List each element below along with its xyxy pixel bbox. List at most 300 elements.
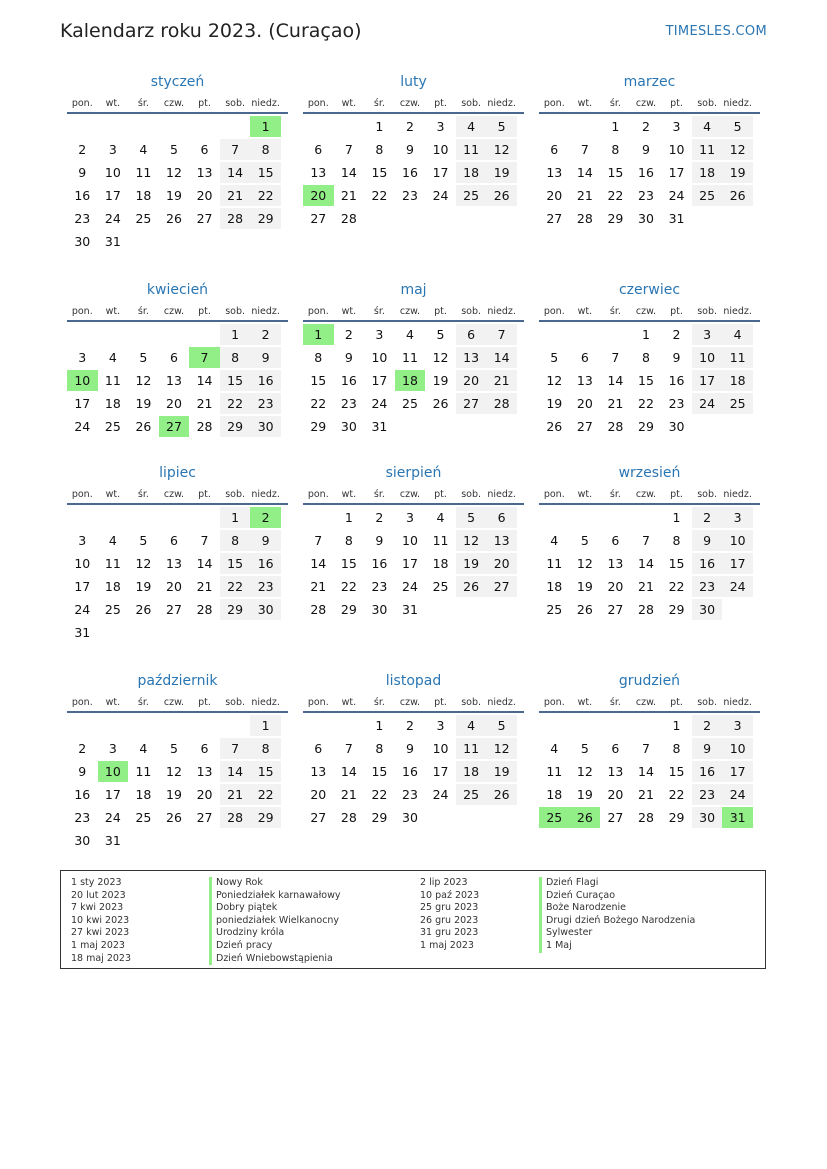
day-cell[interactable]: 26 (722, 185, 753, 206)
day-cell[interactable]: 2 (692, 507, 723, 528)
day-cell[interactable]: 19 (135, 396, 152, 411)
day-cell[interactable]: 10 (104, 165, 121, 180)
day-cell[interactable]: 12 (576, 764, 593, 779)
day-cell[interactable]: 21 (607, 396, 624, 411)
day-cell[interactable]: 30 (250, 599, 281, 620)
day-cell[interactable]: 2 (405, 119, 414, 134)
day-cell[interactable]: 12 (722, 139, 753, 160)
day-cell[interactable]: 3 (78, 533, 87, 548)
day-cell[interactable]: 15 (668, 764, 685, 779)
day-cell[interactable]: 2 (692, 715, 723, 736)
day-cell[interactable]: 10 (668, 142, 685, 157)
day-cell[interactable]: 14 (196, 556, 213, 571)
day-cell[interactable]: 19 (486, 162, 517, 183)
day-cell[interactable]: 6 (169, 533, 178, 548)
day-cell[interactable]: 29 (250, 208, 281, 229)
day-cell[interactable]: 5 (139, 350, 148, 365)
day-cell[interactable]: 11 (456, 738, 487, 759)
day-cell[interactable]: 13 (166, 556, 182, 571)
day-cell[interactable]: 4 (550, 533, 559, 548)
day-cell[interactable]: 4 (456, 116, 487, 137)
day-cell[interactable]: 10 (371, 350, 388, 365)
day-cell[interactable]: 14 (220, 761, 251, 782)
day-cell[interactable]: 18 (722, 370, 753, 391)
day-cell[interactable]: 14 (576, 165, 593, 180)
day-cell[interactable]: 24 (692, 393, 723, 414)
day-cell[interactable]: 29 (668, 602, 685, 617)
day-cell[interactable]: 15 (668, 556, 685, 571)
holiday-day-cell[interactable]: 25 (539, 807, 570, 828)
day-cell[interactable]: 13 (166, 373, 182, 388)
holiday-day-cell[interactable]: 27 (159, 416, 190, 437)
day-cell[interactable]: 31 (668, 211, 685, 226)
day-cell[interactable]: 9 (250, 347, 281, 368)
day-cell[interactable]: 9 (344, 350, 353, 365)
day-cell[interactable]: 18 (135, 787, 152, 802)
day-cell[interactable]: 9 (672, 350, 681, 365)
day-cell[interactable]: 25 (432, 579, 449, 594)
day-cell[interactable]: 31 (74, 625, 91, 640)
day-cell[interactable]: 23 (668, 396, 685, 411)
day-cell[interactable]: 4 (550, 741, 559, 756)
day-cell[interactable]: 22 (220, 393, 251, 414)
holiday-day-cell[interactable]: 18 (395, 370, 426, 391)
day-cell[interactable]: 14 (638, 556, 654, 571)
day-cell[interactable]: 1 (611, 119, 620, 134)
day-cell[interactable]: 18 (432, 556, 449, 571)
day-cell[interactable]: 7 (641, 533, 650, 548)
day-cell[interactable]: 3 (108, 741, 117, 756)
day-cell[interactable]: 19 (722, 162, 753, 183)
day-cell[interactable]: 20 (310, 787, 327, 802)
day-cell[interactable]: 3 (692, 324, 723, 345)
day-cell[interactable]: 10 (432, 142, 449, 157)
day-cell[interactable]: 20 (576, 396, 593, 411)
day-cell[interactable]: 23 (402, 188, 418, 203)
day-cell[interactable]: 11 (432, 533, 449, 548)
day-cell[interactable]: 22 (220, 576, 251, 597)
day-cell[interactable]: 3 (108, 142, 117, 157)
day-cell[interactable]: 24 (722, 576, 753, 597)
day-cell[interactable]: 14 (310, 556, 327, 571)
day-cell[interactable]: 5 (722, 116, 753, 137)
day-cell[interactable]: 26 (135, 419, 152, 434)
day-cell[interactable]: 26 (576, 602, 593, 617)
day-cell[interactable]: 20 (196, 188, 213, 203)
day-cell[interactable]: 25 (402, 396, 418, 411)
day-cell[interactable]: 6 (456, 324, 487, 345)
day-cell[interactable]: 2 (344, 327, 353, 342)
day-cell[interactable]: 30 (692, 807, 723, 828)
day-cell[interactable]: 3 (722, 715, 753, 736)
day-cell[interactable]: 19 (166, 787, 182, 802)
day-cell[interactable]: 19 (546, 396, 563, 411)
day-cell[interactable]: 7 (641, 741, 650, 756)
day-cell[interactable]: 11 (104, 373, 121, 388)
day-cell[interactable]: 3 (672, 119, 681, 134)
holiday-day-cell[interactable]: 26 (570, 807, 601, 828)
day-cell[interactable]: 27 (196, 810, 213, 825)
day-cell[interactable]: 4 (405, 327, 414, 342)
day-cell[interactable]: 4 (108, 350, 117, 365)
day-cell[interactable]: 18 (104, 579, 121, 594)
day-cell[interactable]: 29 (668, 810, 685, 825)
day-cell[interactable]: 17 (104, 787, 121, 802)
day-cell[interactable]: 21 (220, 185, 251, 206)
day-cell[interactable]: 3 (722, 507, 753, 528)
day-cell[interactable]: 28 (220, 208, 251, 229)
day-cell[interactable]: 30 (371, 602, 388, 617)
day-cell[interactable]: 24 (104, 810, 121, 825)
day-cell[interactable]: 19 (135, 579, 152, 594)
day-cell[interactable]: 23 (638, 188, 654, 203)
day-cell[interactable]: 29 (220, 416, 251, 437)
day-cell[interactable]: 21 (486, 370, 517, 391)
day-cell[interactable]: 1 (375, 119, 384, 134)
day-cell[interactable]: 11 (722, 347, 753, 368)
day-cell[interactable]: 13 (576, 373, 593, 388)
day-cell[interactable]: 3 (405, 510, 414, 525)
day-cell[interactable]: 21 (576, 188, 593, 203)
day-cell[interactable]: 25 (135, 211, 152, 226)
day-cell[interactable]: 24 (668, 188, 685, 203)
day-cell[interactable]: 1 (672, 510, 681, 525)
day-cell[interactable]: 28 (340, 211, 357, 226)
day-cell[interactable]: 1 (344, 510, 353, 525)
day-cell[interactable]: 8 (672, 533, 681, 548)
day-cell[interactable]: 12 (166, 165, 182, 180)
day-cell[interactable]: 27 (310, 211, 327, 226)
holiday-day-cell[interactable]: 10 (98, 761, 129, 782)
day-cell[interactable]: 14 (340, 165, 357, 180)
day-cell[interactable]: 15 (371, 165, 388, 180)
day-cell[interactable]: 4 (139, 741, 148, 756)
day-cell[interactable]: 14 (340, 764, 357, 779)
day-cell[interactable]: 12 (166, 764, 182, 779)
day-cell[interactable]: 20 (546, 188, 563, 203)
day-cell[interactable]: 6 (611, 533, 620, 548)
day-cell[interactable]: 16 (340, 373, 357, 388)
day-cell[interactable]: 23 (692, 784, 723, 805)
day-cell[interactable]: 17 (432, 165, 449, 180)
day-cell[interactable]: 1 (220, 324, 251, 345)
day-cell[interactable]: 20 (486, 553, 517, 574)
day-cell[interactable]: 27 (310, 810, 327, 825)
day-cell[interactable]: 7 (344, 142, 353, 157)
day-cell[interactable]: 8 (375, 741, 384, 756)
day-cell[interactable]: 10 (692, 347, 723, 368)
day-cell[interactable]: 20 (166, 396, 182, 411)
day-cell[interactable]: 26 (486, 784, 517, 805)
day-cell[interactable]: 30 (250, 416, 281, 437)
day-cell[interactable]: 29 (220, 599, 251, 620)
day-cell[interactable]: 5 (169, 741, 178, 756)
day-cell[interactable]: 18 (456, 761, 487, 782)
day-cell[interactable]: 25 (456, 185, 487, 206)
day-cell[interactable]: 27 (196, 211, 213, 226)
day-cell[interactable]: 28 (576, 211, 593, 226)
day-cell[interactable]: 16 (74, 787, 91, 802)
day-cell[interactable]: 18 (104, 396, 121, 411)
day-cell[interactable]: 11 (456, 139, 487, 160)
day-cell[interactable]: 24 (402, 579, 418, 594)
day-cell[interactable]: 15 (250, 761, 281, 782)
day-cell[interactable]: 21 (638, 579, 654, 594)
day-cell[interactable]: 1 (672, 718, 681, 733)
day-cell[interactable]: 18 (692, 162, 723, 183)
day-cell[interactable]: 8 (672, 741, 681, 756)
day-cell[interactable]: 9 (78, 165, 87, 180)
day-cell[interactable]: 6 (550, 142, 559, 157)
day-cell[interactable]: 7 (220, 139, 251, 160)
day-cell[interactable]: 15 (250, 162, 281, 183)
day-cell[interactable]: 19 (456, 553, 487, 574)
day-cell[interactable]: 9 (692, 530, 723, 551)
day-cell[interactable]: 13 (310, 165, 327, 180)
day-cell[interactable]: 2 (641, 119, 650, 134)
day-cell[interactable]: 26 (486, 185, 517, 206)
day-cell[interactable]: 14 (486, 347, 517, 368)
day-cell[interactable]: 7 (344, 741, 353, 756)
day-cell[interactable]: 31 (402, 602, 418, 617)
day-cell[interactable]: 7 (200, 533, 209, 548)
day-cell[interactable]: 28 (638, 810, 654, 825)
holiday-day-cell[interactable]: 10 (67, 370, 98, 391)
holiday-day-cell[interactable]: 1 (303, 324, 334, 345)
day-cell[interactable]: 17 (371, 373, 388, 388)
day-cell[interactable]: 22 (668, 579, 685, 594)
day-cell[interactable]: 14 (638, 764, 654, 779)
day-cell[interactable]: 13 (546, 165, 563, 180)
day-cell[interactable]: 10 (722, 530, 753, 551)
day-cell[interactable]: 22 (668, 787, 685, 802)
day-cell[interactable]: 6 (611, 741, 620, 756)
day-cell[interactable]: 15 (371, 764, 388, 779)
day-cell[interactable]: 5 (580, 533, 589, 548)
day-cell[interactable]: 27 (456, 393, 487, 414)
day-cell[interactable]: 3 (436, 119, 445, 134)
day-cell[interactable]: 5 (486, 116, 517, 137)
day-cell[interactable]: 24 (371, 396, 388, 411)
day-cell[interactable]: 21 (340, 787, 357, 802)
day-cell[interactable]: 30 (668, 419, 685, 434)
day-cell[interactable]: 9 (405, 142, 414, 157)
day-cell[interactable]: 14 (196, 373, 213, 388)
day-cell[interactable]: 12 (576, 556, 593, 571)
day-cell[interactable]: 17 (722, 553, 753, 574)
day-cell[interactable]: 6 (200, 741, 209, 756)
day-cell[interactable]: 22 (250, 185, 281, 206)
day-cell[interactable]: 4 (722, 324, 753, 345)
day-cell[interactable]: 25 (104, 419, 121, 434)
day-cell[interactable]: 31 (371, 419, 388, 434)
day-cell[interactable]: 28 (196, 602, 213, 617)
day-cell[interactable]: 13 (310, 764, 327, 779)
day-cell[interactable]: 29 (250, 807, 281, 828)
day-cell[interactable]: 15 (220, 553, 251, 574)
day-cell[interactable]: 13 (196, 165, 213, 180)
day-cell[interactable]: 30 (402, 810, 418, 825)
day-cell[interactable]: 6 (580, 350, 589, 365)
day-cell[interactable]: 12 (486, 738, 517, 759)
holiday-day-cell[interactable]: 31 (722, 807, 753, 828)
day-cell[interactable]: 2 (375, 510, 384, 525)
day-cell[interactable]: 16 (692, 761, 723, 782)
day-cell[interactable]: 18 (135, 188, 152, 203)
day-cell[interactable]: 2 (250, 324, 281, 345)
day-cell[interactable]: 25 (692, 185, 723, 206)
day-cell[interactable]: 27 (607, 602, 624, 617)
day-cell[interactable]: 1 (375, 718, 384, 733)
day-cell[interactable]: 17 (692, 370, 723, 391)
day-cell[interactable]: 24 (104, 211, 121, 226)
day-cell[interactable]: 16 (692, 553, 723, 574)
day-cell[interactable]: 8 (220, 530, 251, 551)
day-cell[interactable]: 20 (456, 370, 487, 391)
day-cell[interactable]: 25 (722, 393, 753, 414)
day-cell[interactable]: 26 (432, 396, 449, 411)
day-cell[interactable]: 20 (607, 787, 624, 802)
day-cell[interactable]: 6 (314, 741, 323, 756)
day-cell[interactable]: 20 (196, 787, 213, 802)
day-cell[interactable]: 9 (250, 530, 281, 551)
day-cell[interactable]: 22 (371, 787, 388, 802)
day-cell[interactable]: 9 (78, 764, 87, 779)
day-cell[interactable]: 31 (104, 833, 121, 848)
day-cell[interactable]: 16 (638, 165, 654, 180)
day-cell[interactable]: 18 (456, 162, 487, 183)
day-cell[interactable]: 10 (402, 533, 418, 548)
day-cell[interactable]: 15 (638, 373, 654, 388)
day-cell[interactable]: 5 (486, 715, 517, 736)
day-cell[interactable]: 20 (607, 579, 624, 594)
day-cell[interactable]: 16 (668, 373, 685, 388)
day-cell[interactable]: 10 (432, 741, 449, 756)
day-cell[interactable]: 15 (340, 556, 357, 571)
day-cell[interactable]: 26 (546, 419, 563, 434)
day-cell[interactable]: 17 (104, 188, 121, 203)
day-cell[interactable]: 3 (375, 327, 384, 342)
day-cell[interactable]: 16 (250, 553, 281, 574)
day-cell[interactable]: 25 (456, 784, 487, 805)
day-cell[interactable]: 29 (607, 211, 624, 226)
day-cell[interactable]: 16 (402, 764, 418, 779)
day-cell[interactable]: 15 (220, 370, 251, 391)
day-cell[interactable]: 5 (139, 533, 148, 548)
day-cell[interactable]: 16 (250, 370, 281, 391)
day-cell[interactable]: 29 (310, 419, 327, 434)
day-cell[interactable]: 12 (135, 556, 152, 571)
day-cell[interactable]: 8 (314, 350, 323, 365)
day-cell[interactable]: 22 (310, 396, 327, 411)
day-cell[interactable]: 8 (611, 142, 620, 157)
day-cell[interactable]: 11 (135, 764, 152, 779)
day-cell[interactable]: 12 (135, 373, 152, 388)
day-cell[interactable]: 21 (638, 787, 654, 802)
day-cell[interactable]: 11 (135, 165, 152, 180)
day-cell[interactable]: 26 (166, 810, 182, 825)
day-cell[interactable]: 26 (135, 602, 152, 617)
day-cell[interactable]: 24 (432, 188, 449, 203)
day-cell[interactable]: 23 (74, 211, 91, 226)
day-cell[interactable]: 13 (607, 556, 624, 571)
day-cell[interactable]: 6 (200, 142, 209, 157)
day-cell[interactable]: 5 (580, 741, 589, 756)
day-cell[interactable]: 28 (486, 393, 517, 414)
day-cell[interactable]: 19 (576, 787, 593, 802)
day-cell[interactable]: 29 (371, 810, 388, 825)
day-cell[interactable]: 7 (580, 142, 589, 157)
day-cell[interactable]: 6 (169, 350, 178, 365)
day-cell[interactable]: 8 (220, 347, 251, 368)
day-cell[interactable]: 19 (486, 761, 517, 782)
day-cell[interactable]: 5 (436, 327, 445, 342)
day-cell[interactable]: 26 (166, 211, 182, 226)
day-cell[interactable]: 27 (166, 602, 182, 617)
day-cell[interactable]: 22 (638, 396, 654, 411)
day-cell[interactable]: 8 (641, 350, 650, 365)
day-cell[interactable]: 2 (78, 741, 87, 756)
day-cell[interactable]: 25 (546, 602, 563, 617)
day-cell[interactable]: 2 (78, 142, 87, 157)
day-cell[interactable]: 8 (250, 139, 281, 160)
day-cell[interactable]: 16 (74, 188, 91, 203)
day-cell[interactable]: 7 (220, 738, 251, 759)
day-cell[interactable]: 6 (314, 142, 323, 157)
day-cell[interactable]: 7 (314, 533, 323, 548)
day-cell[interactable]: 30 (74, 234, 91, 249)
day-cell[interactable]: 14 (607, 373, 624, 388)
day-cell[interactable]: 8 (375, 142, 384, 157)
day-cell[interactable]: 4 (456, 715, 487, 736)
day-cell[interactable]: 17 (432, 764, 449, 779)
day-cell[interactable]: 8 (344, 533, 353, 548)
brand-link[interactable]: TIMESLES.COM (665, 24, 767, 39)
day-cell[interactable]: 11 (402, 350, 418, 365)
day-cell[interactable]: 17 (402, 556, 418, 571)
day-cell[interactable]: 25 (135, 810, 152, 825)
day-cell[interactable]: 5 (169, 142, 178, 157)
day-cell[interactable]: 11 (692, 139, 723, 160)
day-cell[interactable]: 18 (546, 787, 563, 802)
day-cell[interactable]: 9 (641, 142, 650, 157)
day-cell[interactable]: 2 (672, 327, 681, 342)
day-cell[interactable]: 15 (607, 165, 624, 180)
day-cell[interactable]: 6 (486, 507, 517, 528)
day-cell[interactable]: 16 (371, 556, 388, 571)
day-cell[interactable]: 21 (196, 396, 213, 411)
day-cell[interactable]: 19 (576, 579, 593, 594)
day-cell[interactable]: 5 (456, 507, 487, 528)
day-cell[interactable]: 9 (405, 741, 414, 756)
day-cell[interactable]: 21 (196, 579, 213, 594)
day-cell[interactable]: 28 (340, 810, 357, 825)
day-cell[interactable]: 21 (340, 188, 357, 203)
day-cell[interactable]: 11 (546, 764, 563, 779)
day-cell[interactable]: 18 (546, 579, 563, 594)
day-cell[interactable]: 4 (436, 510, 445, 525)
day-cell[interactable]: 24 (74, 419, 91, 434)
day-cell[interactable]: 24 (432, 787, 449, 802)
day-cell[interactable]: 11 (104, 556, 121, 571)
day-cell[interactable]: 22 (340, 579, 357, 594)
day-cell[interactable]: 1 (220, 507, 251, 528)
day-cell[interactable]: 24 (722, 784, 753, 805)
day-cell[interactable]: 2 (405, 718, 414, 733)
day-cell[interactable]: 1 (641, 327, 650, 342)
day-cell[interactable]: 31 (104, 234, 121, 249)
day-cell[interactable]: 7 (486, 324, 517, 345)
